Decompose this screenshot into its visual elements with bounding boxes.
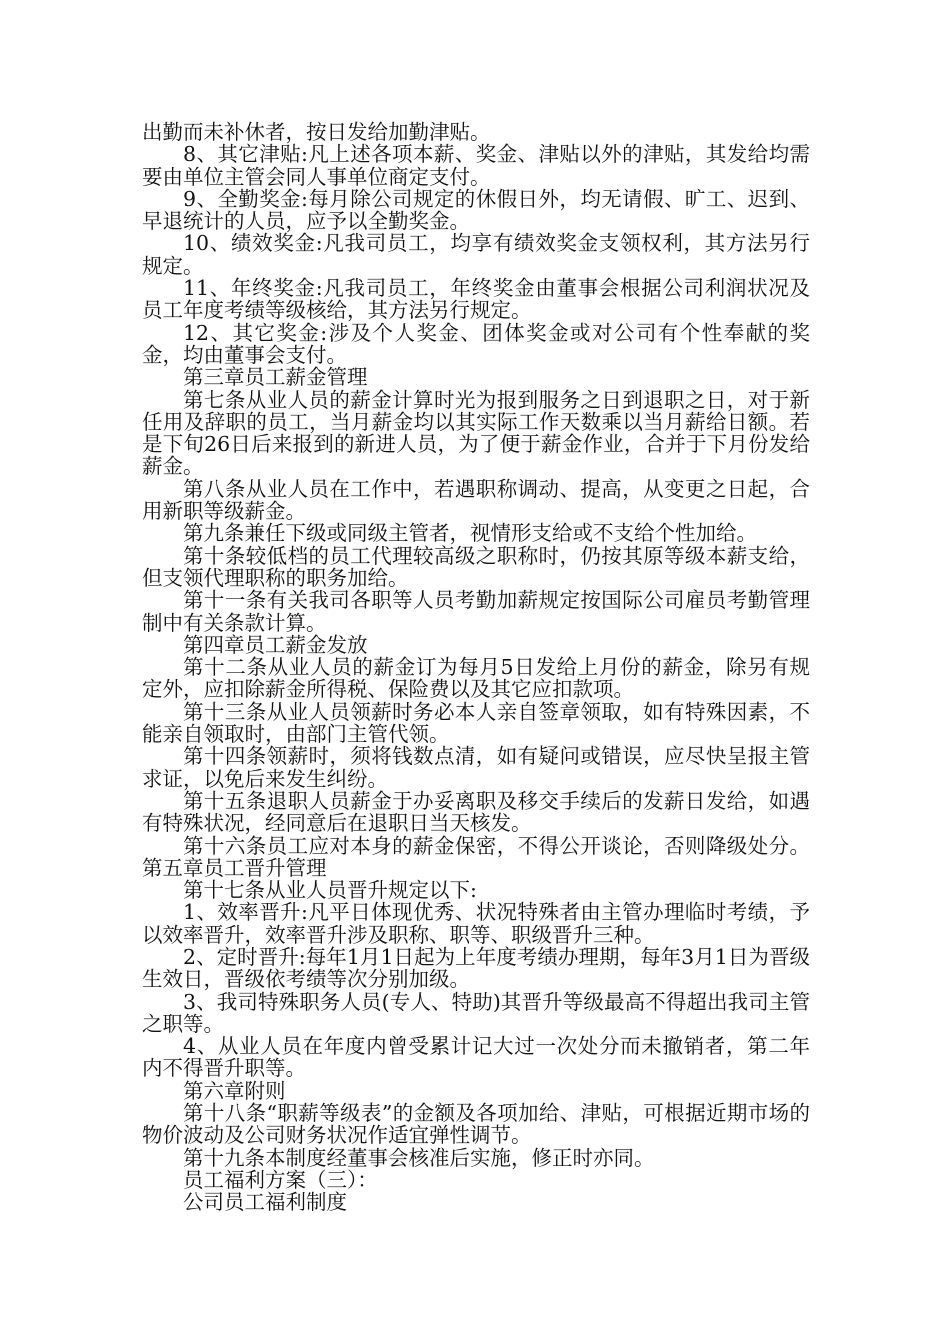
paragraph-5: 11、年终奖金:凡我司员工，年终奖金由董事会根据公司利润状况及员工年度考绩等级核给，其方法另行规定。	[142, 276, 810, 323]
list-item-3: 3、我司特殊职务人员(专人、特助)其晋升等级最高不得超出我司主管之职等。	[142, 989, 810, 1036]
paragraph-1: 出勤而未补休者，按日发给加勤津贴。	[142, 120, 491, 144]
paragraph-2: 8、其它津贴:凡上述各项本薪、奖金、津贴以外的津贴，其发给均需要由单位主管会同人事单位商定支付。	[142, 142, 810, 189]
section-subtitle-benefits: 公司员工福利制度	[183, 1190, 347, 1215]
list-item-2: 2、定时晋升:每年1月1日起为上年度考绩办理期，每年3月1日为晋级生效日，晋级依考绩等次分别加级。	[142, 944, 810, 992]
paragraph-16: 第十六条员工应对本身的薪金保密，不得公开谈论，否则降级处分。第五章员工晋升管理	[142, 833, 810, 880]
document-page	[142, 121, 810, 1214]
list-item-1: 1、效率晋升:凡平日体现优秀、状况特殊者由主管办理临时考绩，予以效率晋升，效率晋升涉及职称、职等、职级晋升三种。	[142, 900, 810, 947]
list-item-4: 4、从业人员在年度内曾受累计记大过一次处分而未撤销者，第二年内不得晋升职等。	[142, 1034, 810, 1081]
paragraph-15: 第十五条退职人员薪金于办妥离职及移交手续后的发薪日发给，如遇有特殊状况，经同意后在退职日当天核发。	[142, 788, 810, 836]
chapter-heading-6: 第六章附则	[183, 1078, 286, 1103]
paragraph-7: 第七条从业人员的薪金计算时光为报到服务之日到退职之日，对于新任用及辞职的员工，当月薪金均以其实际工作天数乘以当月薪给日额。若是下旬26日后来报到的新进人员，为了便于薪金作业，合并于下月份发给薪金。	[142, 387, 810, 479]
chapter-heading-4: 第四章员工薪金发放	[183, 632, 368, 657]
paragraph-11: 第十一条有关我司各职等人员考勤加薪规定按国际公司雇员考勤管理制中有关条款计算。	[142, 588, 810, 635]
section-title-benefits: 员工福利方案（三）：	[183, 1167, 378, 1192]
paragraph-10: 第十条较低档的员工代理较高级之职称时，仍按其原等级本薪支给，但支领代理职称的职务加给。	[142, 543, 810, 590]
paragraph-8: 第八条从业人员在工作中，若遇职称调动、提高，从变更之日起，合用新职等级薪金。	[142, 476, 810, 524]
paragraph-14: 第十四条领薪时，须将钱数点清，如有疑问或错误，应尽快呈报主管求证，以免后来发生纠纷。	[142, 744, 810, 791]
paragraph-3: 9、全勤奖金:每月除公司规定的休假日外，均无请假、旷工、迟到、早退统计的人员，应予以全勤奖金。	[142, 186, 810, 234]
paragraph-9: 第九条兼任下级或同级主管者，视情形支给或不支给个性加给。	[183, 521, 757, 546]
paragraph-18: 第十八条“职薪等级表”的金额及各项加给、津贴，可根据近期市场的物价波动及公司财务状况作适宜弹性调节。	[142, 1101, 810, 1148]
paragraph-4: 10、绩效奖金:凡我司员工，均享有绩效奖金支领权利，其方法另行规定。	[142, 231, 810, 278]
paragraph-13: 第十三条从业人员领薪时务必本人亲自签章领取，如有特殊因素，不能亲自领取时，由部门主管代领。	[142, 699, 810, 747]
paragraph-12: 第十二条从业人员的薪金订为每月5日发给上月份的薪金，除另有规定外，应扣除薪金所得税、保险费以及其它应扣款项。	[142, 655, 810, 702]
paragraph-6: 12、其它奖金:涉及个人奖金、团体奖金或对公司有个性奉献的奖金，均由董事会支付。	[142, 320, 810, 367]
paragraph-19: 第十九条本制度经董事会核准后实施，修正时亦同。	[183, 1145, 655, 1170]
paragraph-17: 第十七条从业人员晋升规定以下:	[183, 878, 477, 903]
chapter-heading-3: 第三章员工薪金管理	[183, 365, 368, 390]
